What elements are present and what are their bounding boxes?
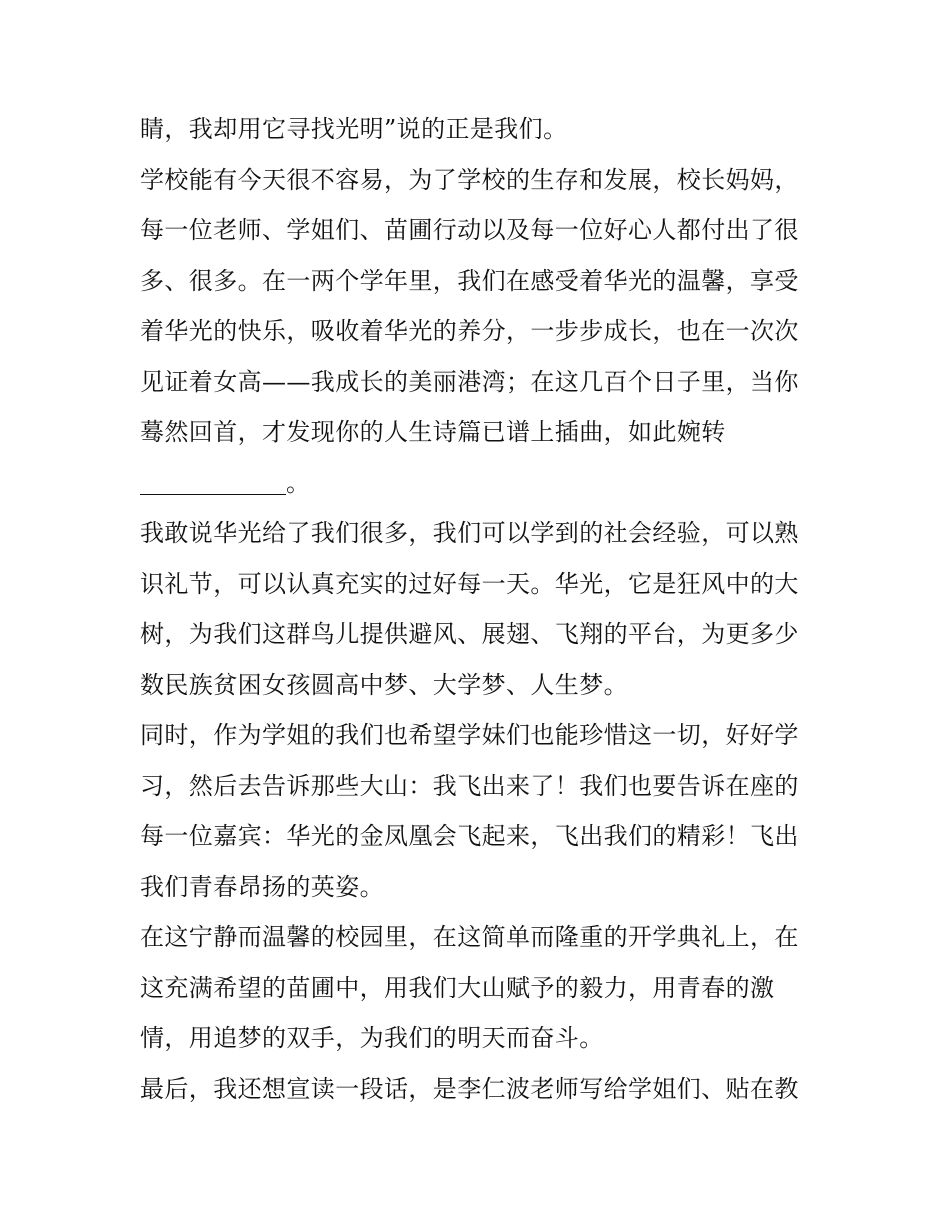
paragraph-1 (140, 104, 815, 155)
text-line: 树，为我们这群鸟儿提供避风、展翅、飞翔的平台，为更多少 (140, 620, 799, 648)
text-line: 蓦然回首，才发现你的人生诗篇已谱上插曲，如此婉转 (140, 418, 726, 446)
paragraph-2 (140, 155, 815, 509)
text-line: 情，用追梦的双手，为我们的明天而奋斗。 (140, 1024, 604, 1052)
body-text (140, 104, 815, 1114)
text-line: 同时，作为学姐的我们也希望学妹们也能珍惜这一切，好好学 (140, 721, 799, 749)
fill-in-blank-line (140, 458, 815, 509)
text-line: 在这宁静而温馨的校园里，在这简单而隆重的开学典礼上，在 (140, 923, 799, 951)
paragraph-3 (140, 508, 815, 710)
text-line: 数民族贫困女孩圆高中梦、大学梦、人生梦。 (140, 670, 628, 699)
text-line: 习，然后去告诉那些大山：我飞出来了！我们也要告诉在座的 (140, 771, 799, 800)
text-line: 这充满希望的苗圃中，用我们大山赋予的毅力，用青春的激 (140, 973, 775, 1002)
text-line: 每一位老师、学姐们、苗圃行动以及每一位好心人都付出了很 (140, 216, 799, 244)
text-line: 着华光的快乐，吸收着华光的养分，一步步成长，也在一次次 (140, 317, 799, 345)
paragraph-6 (140, 1064, 815, 1115)
text-line: 识礼节，可以认真充实的过好每一天。华光，它是狂风中的大 (140, 569, 799, 598)
text-line: 我敢说华光给了我们很多，我们可以学到的社会经验，可以熟 (140, 519, 799, 547)
text-line: 学校能有今天很不容易，为了学校的生存和发展，校长妈妈， (140, 165, 799, 194)
blank-end-punctuation: 。 (286, 468, 311, 497)
paragraph-4 (140, 710, 815, 912)
text-line: 我们青春昂扬的英姿。 (140, 872, 384, 901)
text-line: 多、很多。在一两个学年里，我们在感受着华光的温馨，享受 (140, 266, 799, 295)
text-line: 最后，我还想宣读一段话，是李仁波老师写给学姐们、贴在教 (140, 1074, 799, 1103)
text-line: 睛，我却用它寻找光明”说的正是我们。 (140, 115, 568, 143)
text-line: 每一位嘉宾：华光的金凤凰会飞起来，飞出我们的精彩！飞出 (140, 822, 799, 850)
fill-in-blank-rule (140, 494, 286, 495)
paragraph-5 (140, 912, 815, 1064)
text-line: 见证着女高——我成长的美丽港湾；在这几百个日子里，当你 (140, 367, 799, 396)
